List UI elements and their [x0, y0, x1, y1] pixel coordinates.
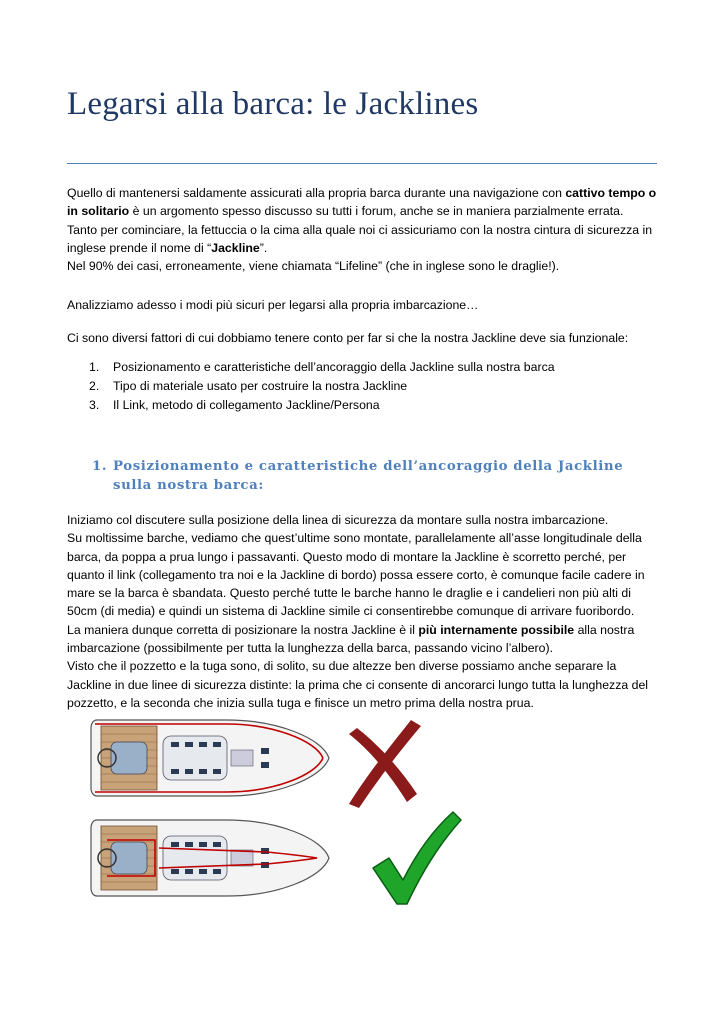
section-heading-number: 1.: [92, 459, 108, 474]
intro-bold-jackline: Jackline: [211, 240, 260, 255]
intro-text-1: Quello di mantenersi saldamente assicurati alla propria barca durante una navigazione con: [67, 186, 566, 200]
red-x-icon: [349, 720, 421, 808]
intro-lifeline-text: Nel 90% dei casi, erroneamente, viene chiamata “Lifeline” (che in inglese sono le draglie!).: [67, 259, 560, 274]
page-title: Legarsi alla barca: le Jacklines: [67, 86, 479, 122]
list-text: Posizionamento e caratteristiche dell’ancoraggio della Jackline sulla nostra barca: [113, 360, 555, 374]
list-item: [67, 358, 657, 377]
list-number: 2.: [89, 379, 100, 393]
section-heading: [92, 457, 652, 495]
section-text-a: La maniera dunque corretta di posizionare la nostra Jackline è il: [67, 622, 419, 637]
factors-paragraph: Ci sono diversi fattori di cui dobbiamo tenere conto per far si che la nostra Jackline deve sia funzionale:: [67, 331, 629, 345]
intro-text-4: ”.: [259, 240, 268, 255]
boat-deck-plan-wrong-jackline: [91, 720, 329, 796]
intro-text: [67, 184, 659, 221]
title-divider: [67, 163, 657, 164]
intro-text-3: Tanto per cominciare, la fettuccia o la cima alla quale noi ci assicuriamo con la nostra cintura di sicurezza in inglese prende il nome di “: [67, 222, 653, 255]
intro-bold-weather: cattivo tempo o in solitario: [67, 186, 657, 219]
section-paragraph-4: Visto che il pozzetto e la tuga sono, di solito, su due altezze ben diverse possiamo anche separare la Jackline in due linee di sicurezza distinte: la prima che ci consente di ancorarci lungo tutta la lunghezza del pozzetto, e la seconda che inizia sulla tuga e finisce un metro prima della nostra prua.: [67, 659, 649, 710]
intro-text-2: è un argomento spesso discusso su tutti i forum, anche se in maniera parzialmente errata.: [129, 204, 624, 219]
factors-list: [67, 358, 657, 415]
section-paragraph-1: Iniziamo col discutere sulla posizione della linea di sicurezza da montare sulla nostra imbarcazione.: [67, 513, 609, 527]
section-paragraph-2: Su moltissime barche, vediamo che quest’ultime sono montate, parallelamente all’asse longitudinale della barca, da poppa a prua lungo i passavanti. Questo modo di montare la Jackline è scorretto perché, per quanto il link (collegamento tra noi e la Jackline di bordo) possa essere corto, è comunque facile cadere in mare se la barca è sbandata. Questo perché tutte le barche hanno le draglie e i candelieri non più alti di 50cm (di media) e quindi un sistema di Jackline simile ci consentirebbe comunque di arrivare fuoribordo.: [67, 531, 645, 619]
section-heading-text: Posizionamento e caratteristiche dell’ancoraggio della Jackline sulla nostra barca:: [113, 459, 624, 493]
list-item: [67, 396, 657, 415]
boat-deck-plan-correct-jackline: [91, 820, 329, 896]
jackline-figure: [67, 712, 467, 912]
section-text-c: alla nostra imbarcazione (possibilmente per tutta la lunghezza della barca, passando vicino l’albero).: [67, 622, 635, 656]
green-check-icon: [373, 812, 461, 904]
list-number: 3.: [89, 398, 100, 412]
intro-paragraph: [67, 184, 659, 275]
intro-jackline-text: [67, 221, 659, 258]
list-item: [67, 377, 657, 396]
list-number: 1.: [89, 360, 100, 374]
section-bold-internal: più internamente possibile: [418, 622, 575, 637]
analyze-paragraph: Analizziamo adesso i modi più sicuri per legarsi alla propria imbarcazione…: [67, 298, 479, 312]
list-text: Il Link, metodo di collegamento Jackline/Persona: [113, 398, 380, 412]
section-body: [67, 511, 659, 712]
section-paragraph-3: [67, 621, 659, 658]
list-text: Tipo di materiale usato per costruire la nostra Jackline: [113, 379, 408, 393]
